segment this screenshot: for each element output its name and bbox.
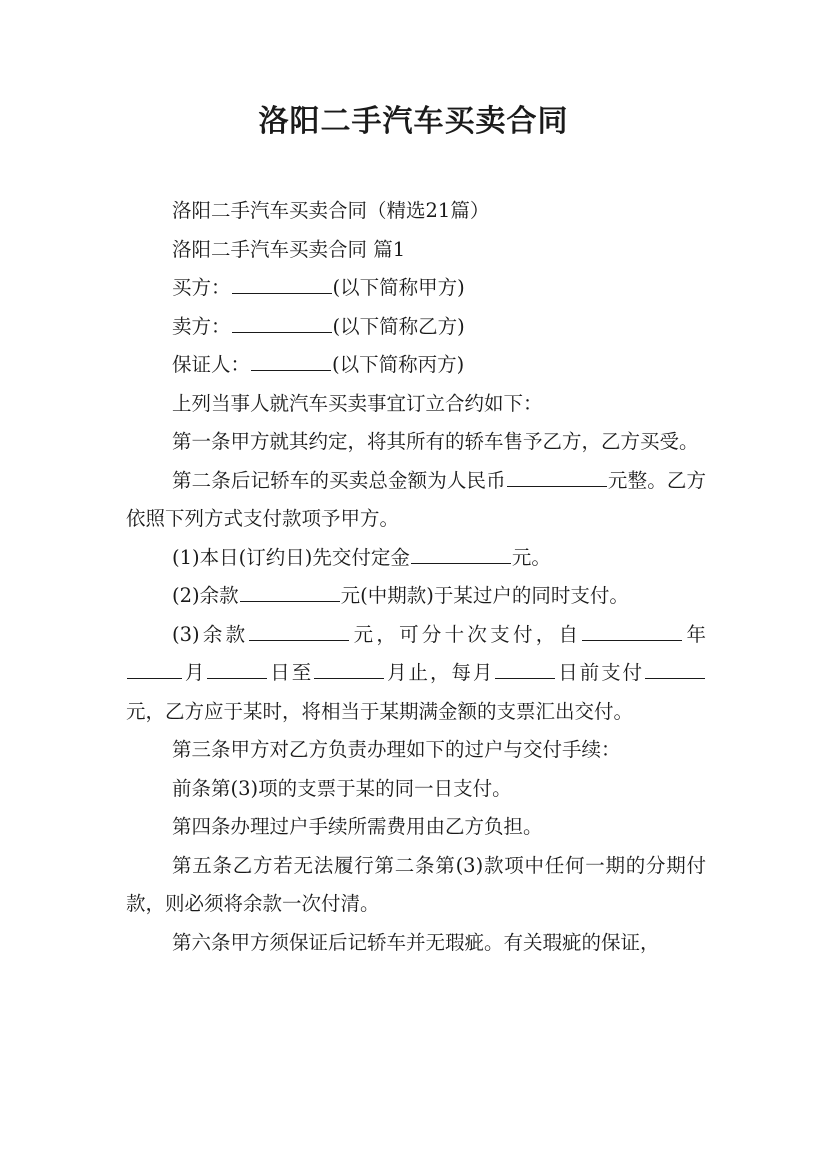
guarantor-note: (以下简称丙方) (332, 353, 465, 376)
paragraph-article-1: 第一条甲方就其约定，将其所有的轿车售予乙方，乙方买受。 (172, 430, 699, 453)
item-3-text-a: (3)余款 (172, 622, 249, 646)
paragraph-guarantor (126, 346, 706, 385)
paragraph-buyer (126, 269, 706, 308)
paragraph-article-3-detail: 前条第(3)项的支票于某的同一日支付。 (172, 776, 512, 800)
buyer-note: (以下简称甲方) (332, 276, 465, 299)
paragraph-item-2 (126, 577, 706, 616)
guarantor-label: 保证人： (172, 353, 251, 376)
article-2-text-b: 元整。乙方依照下列方式支付款项予甲方。 (126, 468, 706, 530)
paragraph-chapter-heading: 洛阳二手汽车买卖合同 篇1 (172, 237, 406, 261)
paragraph-article-4: 第四条办理过户手续所需费用由乙方负担。 (172, 815, 543, 838)
document-body (126, 192, 706, 962)
start-day-blank (207, 658, 267, 679)
total-amount-blank (507, 466, 607, 487)
item-3-text-c: 年 (683, 622, 706, 646)
seller-note: (以下简称乙方) (332, 314, 465, 338)
start-month-blank (127, 658, 182, 679)
monthly-day-blank (495, 658, 555, 679)
start-year-blank (582, 620, 682, 641)
document-title: 洛阳二手汽车买卖合同 (258, 104, 569, 139)
article-2-text-a: 第二条后记轿车的买卖总金额为人民币 (172, 468, 506, 492)
balance-blank (249, 620, 349, 641)
item-2-text-b: 元(中期款)于某过户的同时支付。 (340, 584, 629, 607)
monthly-amount-blank (645, 658, 705, 679)
item-3-text-h: 元，乙方应于某时，将相当于某期满金额的支票汇出交付。 (126, 699, 634, 723)
item-3-text-f: 月止，每月 (385, 661, 495, 684)
paragraph-subtitle: 洛阳二手汽车买卖合同（精选21篇） (172, 199, 490, 222)
seller-blank (232, 312, 332, 333)
item-2-text-a: (2)余款 (172, 584, 239, 607)
item-1-text-a: (1)本日(订约日)先交付定金 (172, 545, 410, 569)
mid-payment-blank (240, 581, 340, 602)
buyer-blank (232, 273, 332, 294)
seller-label: 卖方： (172, 314, 231, 338)
item-1-text-b: 元。 (511, 545, 551, 569)
paragraph-item-1 (126, 539, 706, 578)
buyer-label: 买方： (172, 276, 231, 299)
paragraph-item-3 (126, 616, 706, 732)
end-month-blank (314, 658, 384, 679)
paragraph-article-2 (126, 462, 706, 539)
paragraph-article-5: 第五条乙方若无法履行第二条第(3)款项中任何一期的分期付款，则必须将余款一次付清。 (126, 853, 706, 915)
item-3-text-d: 月 (183, 661, 207, 684)
paragraph-article-6: 第六条甲方须保证后记轿车并无瑕疵。有关瑕疵的保证， (172, 930, 660, 954)
item-3-text-b: 元，可分十次支付，自 (350, 622, 582, 646)
deposit-blank (411, 543, 511, 564)
paragraph-seller (126, 308, 706, 347)
paragraph-intro: 上列当事人就汽车买卖事宜订立合约如下： (172, 391, 543, 415)
item-3-text-e: 日至 (268, 661, 314, 684)
paragraph-article-3: 第三条甲方对乙方负责办理如下的过户与交付手续： (172, 738, 621, 761)
item-3-text-g: 日前支付 (556, 661, 644, 684)
guarantor-blank (251, 350, 331, 371)
